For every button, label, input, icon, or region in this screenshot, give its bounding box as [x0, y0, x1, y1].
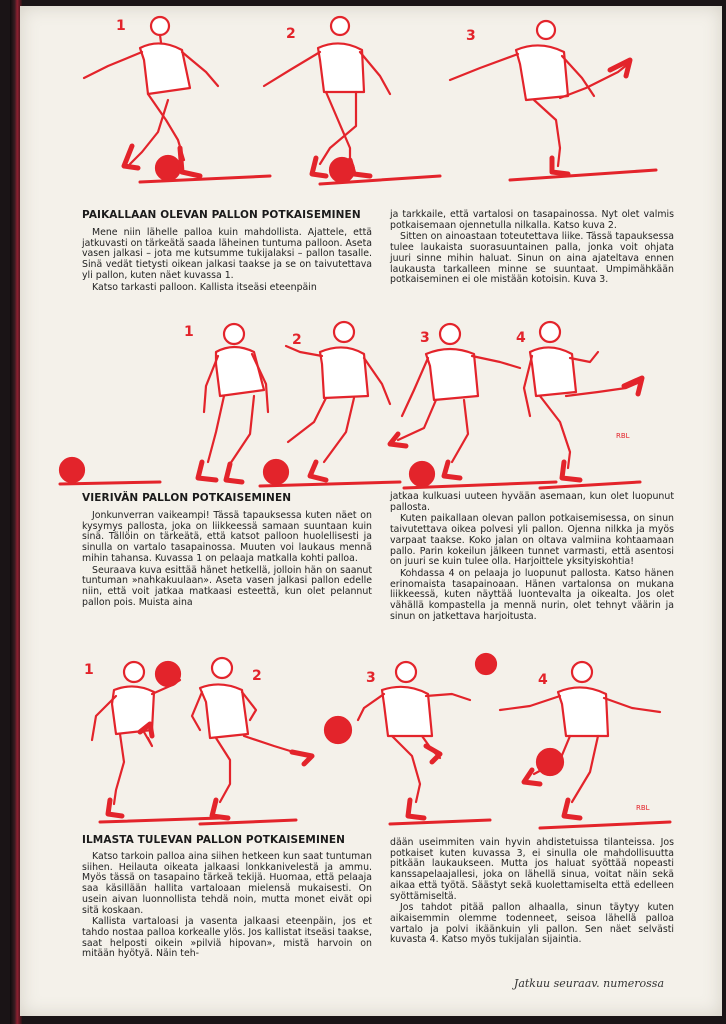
paragraph: jatkaa kulkuasi uuteen hyvään asemaan, kun olet luopunut pallosta.: [390, 491, 674, 513]
paragraph: Kallista vartaloasi ja vasenta jalkaasi eteenpäin, jos et tahdo nostaa palloa korkealle ylös. Jos kallistat itseäsi taakse, saat helposti oikein »pilviä hipovan», mistä harvoin on mitään hyötyä. Näin teh-: [82, 916, 372, 960]
text-column-right-2: [390, 492, 674, 623]
paragraph: Jos tahdot pitää pallon alhaalla, sinun täytyy kuten aikaisemmin olemme todenneet, seisoa lähellä palloa vartalo ja polvi ikäänkuin yli pallon. Sen näet selvästi kuvasta 4. Katso myös tukijalan sijaintia.: [390, 902, 674, 946]
text-column-left-3: [82, 852, 372, 961]
text-column-left-2: [82, 511, 372, 609]
figure-number-3: 3: [466, 28, 476, 44]
section-heading-air-ball: ILMASTA TULEVAN PALLON POTKAISEMINEN: [82, 834, 346, 846]
figure-number-1: 1: [84, 662, 94, 678]
paragraph: Mene niin lähelle palloa kuin mahdollista. Ajattele, että jatkuvasti on tärkeätä saada läheinen tuntuma palloon. Aseta vasen jalkasi – jota me kutsumme tukijalaksi – pallon tasalle. Sinä vedät tietysti oikean jalkasi taakse ja se on taivutettava yli pallon, kuten näet kuvassa 1.: [82, 227, 372, 281]
paragraph: Katso tarkasti palloon. Kallista itseäsi eteenpäin: [92, 281, 317, 293]
figure-number-2: 2: [292, 332, 302, 348]
paragraph: dään useimmiten vain hyvin ahdistetuissa tilanteissa. Jos potkaiset kuten kuvassa 3, ei sinulla ole mahdollisuutta pitkään laukaukseen. Mutta jos haluat syöttää nopeasti kanssapelaajallesi, joka on lähellä sinua, voitat näin sekä aikaa että työtä. Säästyt sekä kuolettamiselta että edelleen syöttämiseltä.: [390, 837, 674, 902]
artist-mark: RBL: [636, 804, 650, 812]
figure-number-2: 2: [252, 668, 262, 684]
player-figure-3: [450, 21, 656, 180]
player-figure-2: [264, 17, 440, 184]
illustration-static-ball: [20, 8, 722, 198]
figure-number-2: 2: [286, 26, 296, 42]
figure-number-4: 4: [538, 672, 548, 688]
figure-number-3: 3: [420, 330, 430, 346]
ball: [476, 654, 496, 674]
ball: [325, 717, 351, 743]
player-figure-4: [524, 322, 642, 488]
paragraph: ja tarkkaile, että vartalosi on tasapainossa. Nyt olet valmis potkaisemaan ojennetulla nilkalla. Katso kuva 2.: [390, 209, 674, 231]
paragraph: Sitten on ainoastaan toteutettava liike. Tässä tapauksessa tulee laukaista suorasuuntainen palla, jonka voit ohjata juuri sinne mihin haluat. Sinun on aina ajateltava ennen laukausta tarkalleen minne se suuntaat. Umpimähkään potkaiseminen ei ole mistään kotoisin. Kuva 3.: [390, 231, 674, 286]
ball: [60, 458, 84, 482]
text-column-right-1: [390, 210, 674, 287]
section-heading-static-ball: PAIKALLAAN OLEVAN PALLON POTKAISEMINEN: [82, 209, 361, 221]
illustration-air-ball: [20, 650, 722, 832]
figure-number-1: 1: [184, 324, 194, 340]
paragraph: Seuraava kuva esittää hänet hetkellä, jolloin hän on saanut tuntuman »nahkakuulaan». Aseta vasen jalkasi pallon edelle niin, että voit jatkaa matkaasi esteettä, kun olet pelannut pallon pois. Muista aina: [82, 564, 372, 608]
text-column-left-1: [82, 228, 372, 294]
player-figure-1: [198, 324, 268, 482]
figure-number-1: 1: [116, 18, 126, 34]
player-figure-1: [92, 662, 220, 822]
artist-mark: RBL: [616, 432, 630, 440]
player-figure-3: [390, 324, 556, 488]
section-heading-rolling-ball: VIERIVÄN PALLON POTKAISEMINEN: [82, 492, 292, 504]
paragraph: Katso tarkoin palloa aina siihen hetkeen kun saat tuntuman siihen. Heilauta oikeata jalkaasi lonkkanivelestä ja ammu. Myös tässä on tasapaino tärkeä tekijä. Huomaa, että pelaaja saa käsillään hallita vartaloaan mielensä mukaisesti. On usein aivan luonnollista tehdä noin, mutta monet eivät opi sitä koskaan.: [82, 851, 372, 916]
figure-number-4: 4: [516, 330, 526, 346]
magazine-page: [20, 6, 722, 1016]
text-column-right-3: [390, 838, 674, 947]
player-figure-2: [260, 322, 400, 486]
player-figure-3: [358, 662, 490, 824]
paragraph: Kuten paikallaan olevan pallon potkaisemisessa, on sinun taivutettava oikea polvesi yli pallon. Ojenna nilkka ja myös varpaat taakse. Koko jalan on oltava valmiina kohtaamaan pallo. Parin kokeilun jälkeen tunnet varmasti, että asentosi on juuri se kuin tulee olla. Harjoittele yksityiskohtia!: [390, 513, 674, 568]
illustration-rolling-ball: [20, 312, 722, 492]
figure-number-3: 3: [366, 670, 376, 686]
paragraph: Jonkunverran vaikeampi! Tässä tapauksessa kuten näet on kysymys pallosta, joka on liikkeessä samaan suuntaan kuin sinä. Tällöin on tärkeätä, että katsot palloon huolellisesti ja sinulla on vartalo tasapainossa. Muuten voi laukaus mennä mihin tahansa. Kuvassa 1 on pelaaja matkalla kohti palloa.: [82, 510, 372, 564]
paragraph: Kohdassa 4 on pelaaja jo luopunut pallosta. Katso hänen erinomaista tasapainoaan. Hänen vartalonsa on mukana liikkeessä, kuten näyttää luontevalta ja oikealta. Jos olet vähällä kompastella ja mennä nurin, olet tehnyt väärin ja sinun on jatkettava harjoitusta.: [390, 567, 674, 622]
player-figure-1: [84, 17, 270, 182]
continuation-note: Jatkuu seuraav. numerossa: [513, 977, 664, 990]
